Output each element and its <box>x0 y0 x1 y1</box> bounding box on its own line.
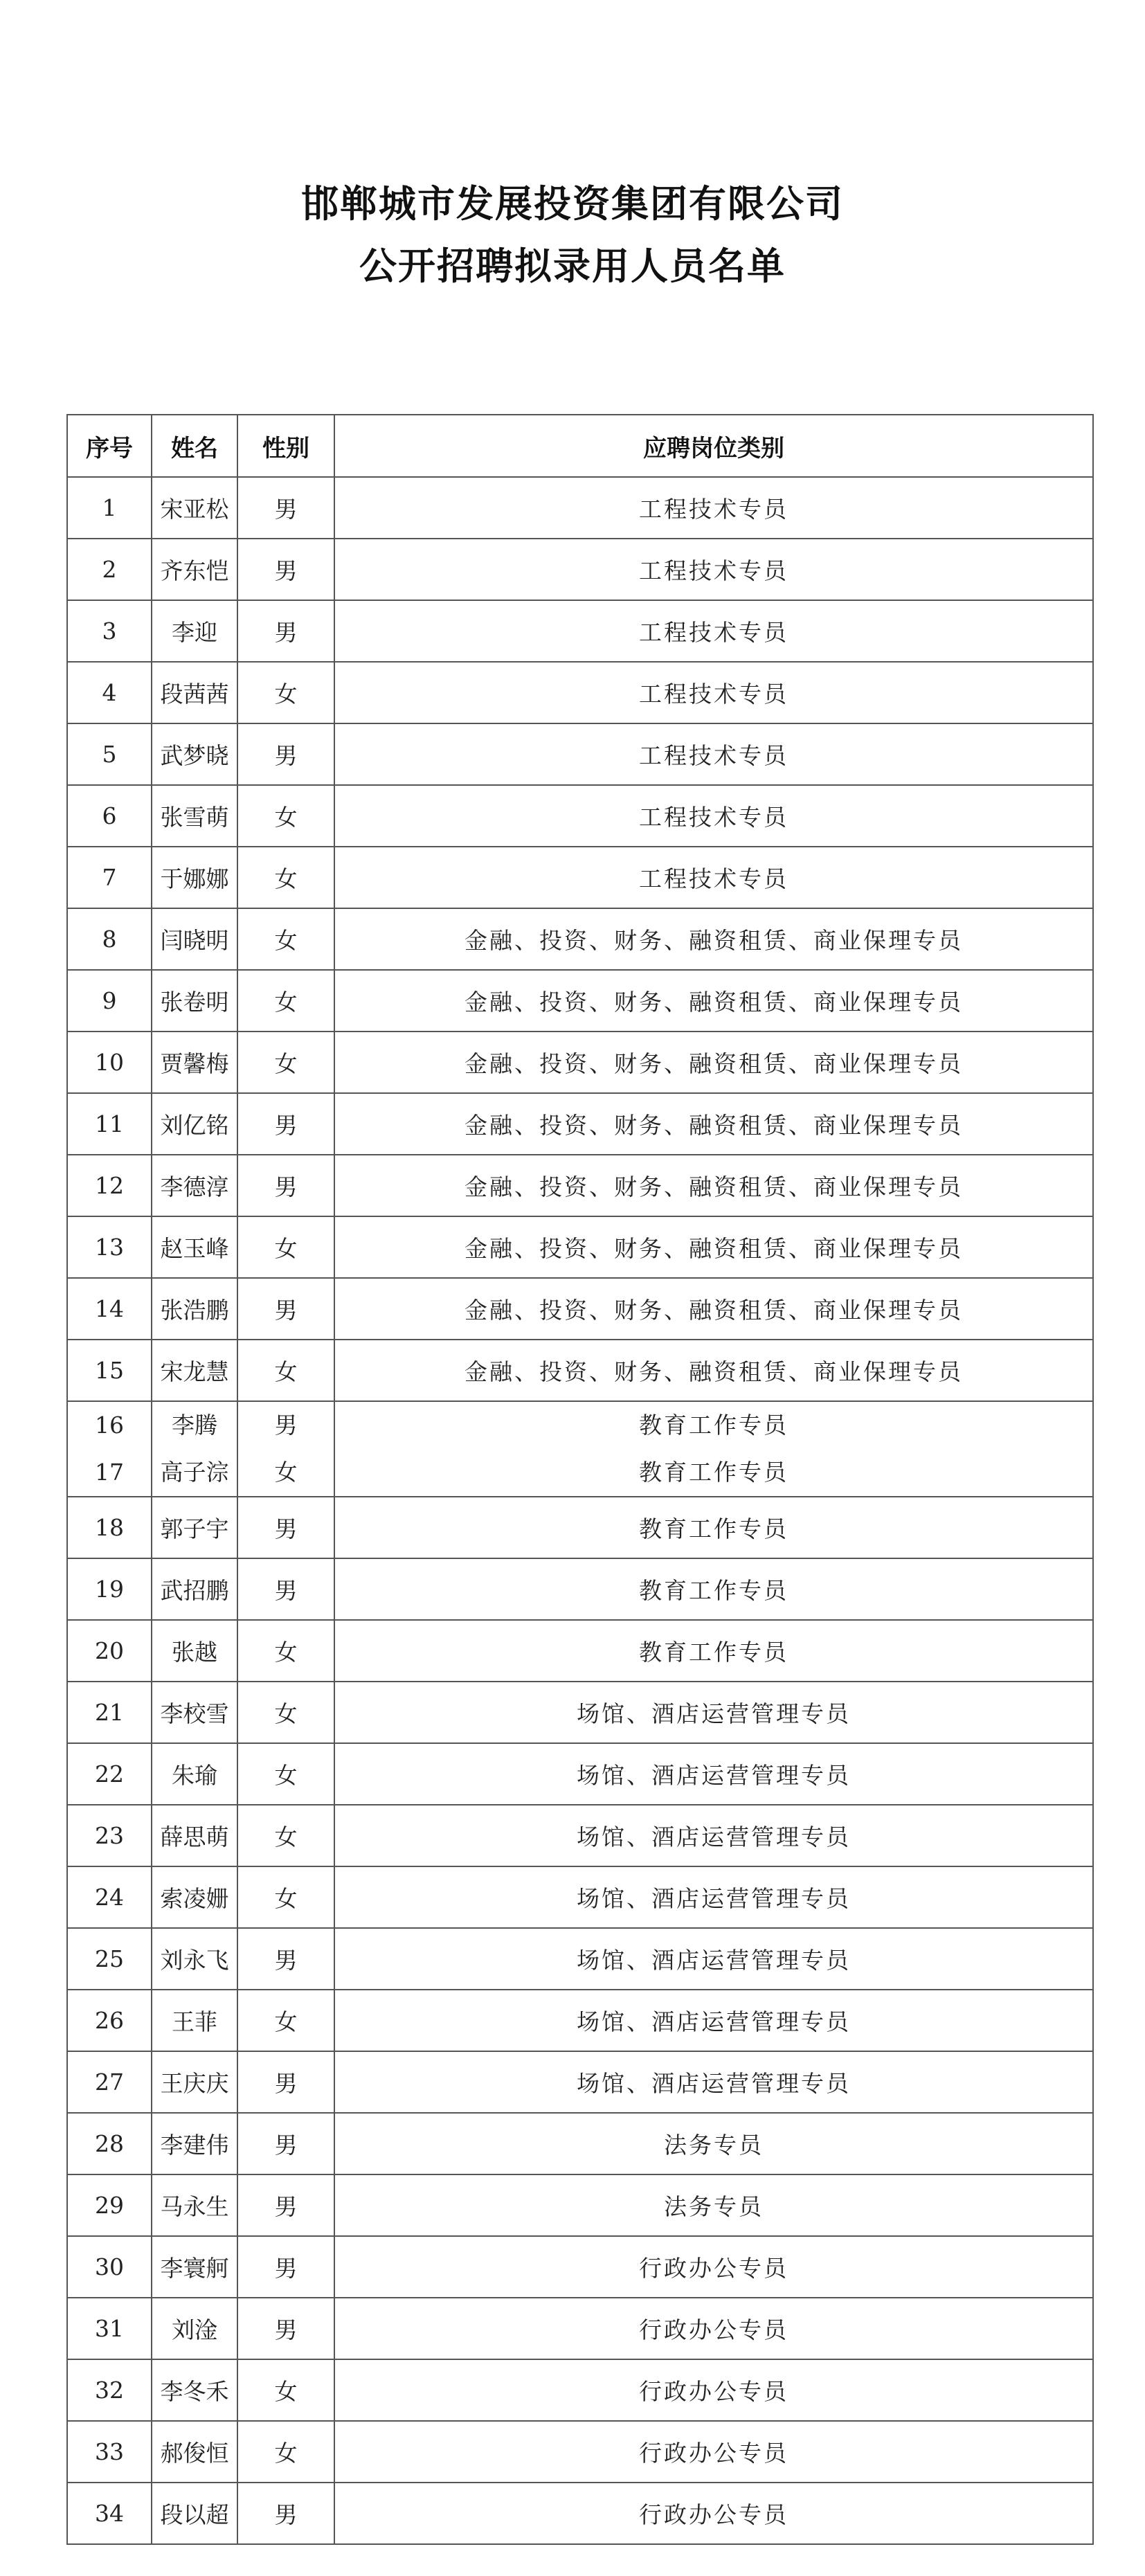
cell-gender: 女 <box>237 785 334 847</box>
cell-gender: 女 <box>237 1032 334 1093</box>
cell-gender: 男 <box>237 1278 334 1340</box>
cell-name: 张浩鹏 <box>152 1278 237 1340</box>
cell-gender: 男 <box>237 539 334 600</box>
cell-serial-number: 24 <box>67 1866 152 1928</box>
cell-position-category: 工程技术专员 <box>334 477 1093 539</box>
table-row <box>67 1032 1093 1093</box>
cell-name: 朱瑜 <box>152 1743 237 1805</box>
cell-position-category: 教育工作专员 <box>334 1497 1093 1558</box>
cell-gender: 男 <box>237 1155 334 1216</box>
title-line-1: 邯郸城市发展投资集团有限公司 <box>301 182 844 226</box>
cell-position-category: 场馆、酒店运营管理专员 <box>334 2051 1093 2113</box>
table-row <box>67 847 1093 908</box>
table-row <box>67 539 1093 600</box>
cell-position-category: 场馆、酒店运营管理专员 <box>334 1990 1093 2051</box>
hire-list-table <box>66 414 1094 2545</box>
cell-name: 宋龙慧 <box>152 1340 237 1401</box>
cell-serial-number: 26 <box>67 1990 152 2051</box>
cell-position-category: 行政办公专员 <box>334 2483 1093 2544</box>
cell-name: 齐东恺 <box>152 539 237 600</box>
cell-name: 赵玉峰 <box>152 1216 237 1278</box>
cell-name: 刘永飞 <box>152 1928 237 1990</box>
cell-gender: 男 <box>237 2298 334 2359</box>
cell-position-category: 工程技术专员 <box>334 785 1093 847</box>
cell-serial-number: 3 <box>67 600 152 662</box>
cell-serial-number: 30 <box>67 2236 152 2298</box>
cell-position-category: 金融、投资、财务、融资租赁、商业保理专员 <box>334 1032 1093 1093</box>
cell-position-category: 场馆、酒店运营管理专员 <box>334 1928 1093 1990</box>
table-row <box>67 2051 1093 2113</box>
cell-serial-number: 29 <box>67 2174 152 2236</box>
cell-serial-number: 23 <box>67 1805 152 1866</box>
cell-gender: 女 <box>237 1805 334 1866</box>
cell-position-category: 工程技术专员 <box>334 600 1093 662</box>
table-row <box>67 1743 1093 1805</box>
cell-position-category: 教育工作专员 <box>334 1558 1093 1620</box>
cell-position-category: 场馆、酒店运营管理专员 <box>334 1682 1093 1743</box>
cell-gender: 女 <box>237 2359 334 2421</box>
cell-name: 李建伟 <box>152 2113 237 2174</box>
table-row <box>67 1866 1093 1928</box>
cell-gender: 女 <box>237 1866 334 1928</box>
table-row <box>67 723 1093 785</box>
cell-position-category: 金融、投资、财务、融资租赁、商业保理专员 <box>334 1278 1093 1340</box>
table-header-row <box>67 415 1093 477</box>
cell-serial-number: 18 <box>67 1497 152 1558</box>
table-row <box>67 1558 1093 1620</box>
cell-serial-number-line: 16 <box>95 1412 124 1439</box>
table-row <box>67 600 1093 662</box>
table-row <box>67 477 1093 539</box>
cell-gender: 男 <box>237 2483 334 2544</box>
cell-position-category: 工程技术专员 <box>334 847 1093 908</box>
cell-gender: 女 <box>237 908 334 970</box>
table-row <box>67 1620 1093 1682</box>
cell-position-category: 行政办公专员 <box>334 2298 1093 2359</box>
cell-gender: 男 <box>237 2236 334 2298</box>
cell-gender: 男 <box>237 1093 334 1155</box>
cell-gender: 女 <box>237 847 334 908</box>
cell-serial-number: 31 <box>67 2298 152 2359</box>
cell-position-category-line: 教育工作专员 <box>639 1459 788 1486</box>
header-name: 姓名 <box>152 415 237 477</box>
cell-name: 薛思萌 <box>152 1805 237 1866</box>
cell-serial-number: 28 <box>67 2113 152 2174</box>
table-row <box>67 1155 1093 1216</box>
cell-position-category: 金融、投资、财务、融资租赁、商业保理专员 <box>334 970 1093 1032</box>
cell-position-category: 工程技术专员 <box>334 539 1093 600</box>
cell-name <box>152 1401 237 1497</box>
cell-gender: 女 <box>237 1620 334 1682</box>
cell-gender: 女 <box>237 1682 334 1743</box>
cell-serial-number: 1 <box>67 477 152 539</box>
cell-serial-number: 32 <box>67 2359 152 2421</box>
cell-name: 索凌姗 <box>152 1866 237 1928</box>
table-row <box>67 2236 1093 2298</box>
cell-serial-number: 15 <box>67 1340 152 1401</box>
table-row <box>67 785 1093 847</box>
table-row <box>67 2174 1093 2236</box>
cell-position-category: 工程技术专员 <box>334 662 1093 723</box>
cell-name: 闫晓明 <box>152 908 237 970</box>
table-row <box>67 1805 1093 1866</box>
cell-serial-number: 4 <box>67 662 152 723</box>
cell-serial-number: 27 <box>67 2051 152 2113</box>
cell-position-category: 工程技术专员 <box>334 723 1093 785</box>
table-row <box>67 2113 1093 2174</box>
cell-serial-number: 34 <box>67 2483 152 2544</box>
cell-name: 郭子宇 <box>152 1497 237 1558</box>
cell-position-category: 法务专员 <box>334 2113 1093 2174</box>
cell-serial-number: 13 <box>67 1216 152 1278</box>
cell-position-category: 金融、投资、财务、融资租赁、商业保理专员 <box>334 908 1093 970</box>
cell-serial-number: 14 <box>67 1278 152 1340</box>
cell-serial-number: 6 <box>67 785 152 847</box>
table-row <box>67 1093 1093 1155</box>
table-row <box>67 2359 1093 2421</box>
cell-name: 张雪萌 <box>152 785 237 847</box>
cell-name: 刘淦 <box>152 2298 237 2359</box>
cell-gender: 男 <box>237 1497 334 1558</box>
cell-position-category: 金融、投资、财务、融资租赁、商业保理专员 <box>334 1155 1093 1216</box>
cell-name: 李寰舸 <box>152 2236 237 2298</box>
cell-name: 郝俊恒 <box>152 2421 237 2483</box>
cell-serial-number: 8 <box>67 908 152 970</box>
cell-position-category: 场馆、酒店运营管理专员 <box>334 1743 1093 1805</box>
cell-name: 王庆庆 <box>152 2051 237 2113</box>
cell-gender: 女 <box>237 1990 334 2051</box>
cell-gender: 女 <box>237 1216 334 1278</box>
cell-serial-number <box>67 1401 152 1497</box>
cell-position-category: 行政办公专员 <box>334 2359 1093 2421</box>
cell-gender: 男 <box>237 2051 334 2113</box>
cell-name: 于娜娜 <box>152 847 237 908</box>
cell-serial-number: 10 <box>67 1032 152 1093</box>
cell-gender: 女 <box>237 1340 334 1401</box>
cell-position-category: 行政办公专员 <box>334 2236 1093 2298</box>
cell-position-category: 金融、投资、财务、融资租赁、商业保理专员 <box>334 1340 1093 1401</box>
table-row <box>67 2421 1093 2483</box>
cell-name-line: 李腾 <box>172 1412 217 1439</box>
table-row <box>67 908 1093 970</box>
table-row <box>67 1990 1093 2051</box>
cell-gender: 男 <box>237 600 334 662</box>
cell-gender: 男 <box>237 723 334 785</box>
table-row <box>67 1928 1093 1990</box>
cell-serial-number: 5 <box>67 723 152 785</box>
cell-gender: 男 <box>237 2174 334 2236</box>
cell-gender <box>237 1401 334 1497</box>
cell-name: 张卷明 <box>152 970 237 1032</box>
cell-serial-number: 9 <box>67 970 152 1032</box>
header-position-category: 应聘岗位类别 <box>334 415 1093 477</box>
cell-serial-number: 21 <box>67 1682 152 1743</box>
cell-position-category: 金融、投资、财务、融资租赁、商业保理专员 <box>334 1093 1093 1155</box>
cell-name: 李迎 <box>152 600 237 662</box>
cell-gender: 女 <box>237 1743 334 1805</box>
cell-name: 宋亚松 <box>152 477 237 539</box>
cell-gender: 女 <box>237 970 334 1032</box>
cell-serial-number: 20 <box>67 1620 152 1682</box>
cell-name: 李冬禾 <box>152 2359 237 2421</box>
cell-serial-number: 12 <box>67 1155 152 1216</box>
header-gender: 性别 <box>237 415 334 477</box>
title-line-2: 公开招聘拟录用人员名单 <box>359 244 786 288</box>
cell-serial-number: 7 <box>67 847 152 908</box>
header-serial-number: 序号 <box>67 415 152 477</box>
table-body <box>67 477 1093 2544</box>
cell-position-category: 场馆、酒店运营管理专员 <box>334 1805 1093 1866</box>
cell-gender: 男 <box>237 1928 334 1990</box>
cell-position-category: 金融、投资、财务、融资租赁、商业保理专员 <box>334 1216 1093 1278</box>
cell-serial-number: 25 <box>67 1928 152 1990</box>
document-title <box>0 173 1145 298</box>
cell-serial-number: 2 <box>67 539 152 600</box>
cell-position-category-line: 教育工作专员 <box>639 1412 788 1439</box>
table-row <box>67 1682 1093 1743</box>
cell-position-category: 教育工作专员 <box>334 1620 1093 1682</box>
cell-name: 王菲 <box>152 1990 237 2051</box>
cell-name: 段茜茜 <box>152 662 237 723</box>
table-row <box>67 1401 1093 1497</box>
cell-name: 段以超 <box>152 2483 237 2544</box>
table-row <box>67 1497 1093 1558</box>
cell-gender-line: 女 <box>274 1459 298 1486</box>
cell-name: 李德淳 <box>152 1155 237 1216</box>
cell-position-category <box>334 1401 1093 1497</box>
cell-gender: 女 <box>237 662 334 723</box>
cell-name: 张越 <box>152 1620 237 1682</box>
cell-name: 贾馨梅 <box>152 1032 237 1093</box>
cell-gender: 男 <box>237 1558 334 1620</box>
table-row <box>67 1340 1093 1401</box>
cell-gender: 男 <box>237 2113 334 2174</box>
cell-position-category: 法务专员 <box>334 2174 1093 2236</box>
cell-position-category: 行政办公专员 <box>334 2421 1093 2483</box>
cell-name-line: 高子淙 <box>160 1459 229 1486</box>
cell-serial-number: 11 <box>67 1093 152 1155</box>
cell-position-category: 场馆、酒店运营管理专员 <box>334 1866 1093 1928</box>
cell-gender-line: 男 <box>274 1412 298 1439</box>
cell-serial-number: 22 <box>67 1743 152 1805</box>
cell-serial-number-line: 17 <box>95 1459 124 1486</box>
table-row <box>67 662 1093 723</box>
table-row <box>67 2298 1093 2359</box>
table-row <box>67 1278 1093 1340</box>
cell-gender: 男 <box>237 477 334 539</box>
table-row <box>67 970 1093 1032</box>
cell-name: 马永生 <box>152 2174 237 2236</box>
cell-name: 刘亿铭 <box>152 1093 237 1155</box>
cell-name: 武梦晓 <box>152 723 237 785</box>
cell-serial-number: 19 <box>67 1558 152 1620</box>
cell-name: 李校雪 <box>152 1682 237 1743</box>
cell-gender: 女 <box>237 2421 334 2483</box>
cell-serial-number: 33 <box>67 2421 152 2483</box>
table-row <box>67 1216 1093 1278</box>
cell-name: 武招鹏 <box>152 1558 237 1620</box>
table-row <box>67 2483 1093 2544</box>
